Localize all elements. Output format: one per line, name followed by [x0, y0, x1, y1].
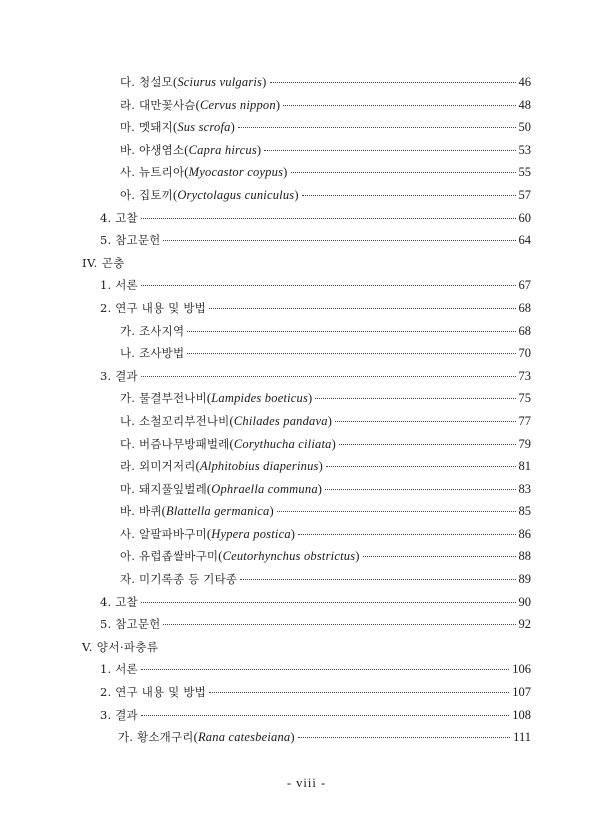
open-paren: (: [172, 120, 178, 135]
toc-page-number: 86: [518, 526, 531, 541]
toc-entry-title: 아. 유럽좁쌀바구미: [120, 549, 219, 564]
toc-entry[interactable]: [0, 71, 613, 94]
open-paren: (: [184, 142, 189, 157]
toc-entry[interactable]: [0, 545, 613, 568]
toc-entry-label: [120, 523, 295, 546]
toc-page-number: 55: [518, 165, 531, 180]
close-paren: ): [331, 436, 336, 451]
toc-entry[interactable]: [0, 500, 613, 523]
toc-entry[interactable]: [0, 184, 613, 207]
scientific-name: Myocastor coypus: [188, 165, 284, 180]
toc-page-number: 64: [518, 233, 531, 248]
close-paren: ): [355, 549, 360, 564]
toc-entry[interactable]: [0, 320, 613, 343]
toc-entry-title: 5. 참고문헌: [100, 617, 161, 632]
toc-page-number: 68: [518, 323, 531, 338]
dot-leader: [302, 194, 516, 196]
toc-entry-title: 다. 버즘나무방패벌레: [120, 436, 230, 451]
toc-entry-label: [120, 139, 261, 162]
close-paren: ): [283, 165, 288, 180]
open-paren: (: [206, 526, 212, 541]
dot-leader: [277, 510, 516, 512]
toc-entry-title: V. 양서·파충류: [82, 639, 159, 654]
close-paren: ): [256, 142, 262, 157]
toc-entry-label: [120, 433, 336, 456]
toc-entry[interactable]: [0, 591, 613, 614]
toc-page-number: 46: [518, 75, 531, 89]
toc-entry[interactable]: [0, 433, 613, 456]
toc-section-heading[interactable]: [0, 252, 613, 275]
toc-entry-label: [100, 613, 160, 636]
toc-page-number: 70: [518, 346, 531, 361]
toc-entry-label: [120, 478, 322, 501]
toc-entry-label: [100, 681, 206, 704]
toc-entry-label: [120, 455, 323, 478]
dot-leader: [238, 126, 516, 128]
toc-entry-title: 라. 대만꽃사슴: [120, 97, 196, 112]
dot-leader: [141, 714, 509, 716]
dot-leader: [325, 488, 515, 490]
toc-page-number: 108: [512, 707, 531, 722]
toc-entry-label: [118, 726, 295, 749]
scientific-name: Oryctolagus cuniculus: [177, 187, 295, 202]
scientific-name: Sus scrofa: [177, 120, 231, 135]
toc-page-number: 85: [518, 504, 531, 519]
open-paren: (: [172, 75, 178, 89]
open-paren: (: [218, 549, 223, 564]
toc-entry[interactable]: [0, 613, 613, 636]
close-paren: ): [290, 526, 296, 541]
close-paren: ): [318, 459, 323, 474]
dot-leader: [326, 465, 516, 467]
toc-entry-label: [120, 71, 267, 94]
scientific-name: Lampides boeticus: [211, 391, 309, 406]
open-paren: (: [206, 391, 212, 406]
toc-entry-title: 3. 결과: [100, 707, 138, 722]
toc-entry-label: [100, 365, 138, 388]
dot-leader: [315, 397, 515, 399]
scientific-name: Alphitobius diaperinus: [199, 459, 319, 474]
scientific-name: Blattella germanica: [166, 504, 270, 519]
toc-section-heading[interactable]: [0, 636, 613, 659]
toc-page-number: 67: [518, 278, 531, 293]
toc-entry-title: 4. 고찰: [100, 594, 138, 609]
toc-entry-label: [120, 94, 280, 117]
toc-entry[interactable]: [0, 478, 613, 501]
toc-entry-title: 마. 멧돼지: [120, 120, 173, 135]
scientific-name: Sciurus vulgaris: [177, 75, 263, 89]
open-paren: (: [193, 730, 198, 745]
toc-entry-title: 2. 연구 내용 및 방법: [100, 300, 206, 315]
dot-leader: [141, 375, 516, 377]
close-paren: ): [317, 481, 323, 496]
dot-leader: [240, 578, 515, 580]
toc-entry-label: [82, 636, 158, 659]
toc-page-number: 79: [518, 436, 531, 451]
scientific-name: Rana catesbeiana: [197, 730, 291, 745]
toc-entry-title: 나. 소철꼬리부전나비: [120, 413, 230, 428]
close-paren: ): [308, 391, 313, 406]
dot-leader: [339, 443, 516, 445]
dot-leader: [141, 601, 516, 603]
toc-entry-title: 1. 서론: [100, 278, 138, 293]
toc-entry-label: [120, 410, 332, 433]
toc-entry-title: 바. 바퀴: [120, 504, 162, 519]
toc-entry-title: 바. 야생염소: [120, 142, 185, 157]
toc-entry-label: [120, 342, 184, 365]
toc-page-number: 50: [518, 120, 531, 135]
open-paren: (: [206, 481, 212, 496]
dot-leader: [187, 330, 515, 332]
toc-entry-label: [100, 297, 206, 320]
scientific-name: Cervus nippon: [199, 97, 276, 112]
toc-entry[interactable]: [0, 365, 613, 388]
toc-entry[interactable]: [0, 387, 613, 410]
open-paren: (: [161, 504, 167, 519]
toc-entry-label: [82, 252, 125, 275]
toc-page-number: 88: [518, 549, 531, 564]
toc-page-number: 107: [512, 685, 531, 700]
toc-page-number: 60: [518, 210, 531, 225]
toc-page-number: 48: [518, 97, 531, 112]
toc-entry-label: [100, 704, 138, 727]
toc-page-number: 111: [513, 730, 531, 745]
toc-entry[interactable]: [0, 161, 613, 184]
toc-page-number: 81: [518, 459, 531, 474]
toc-entry-title: 4. 고찰: [100, 210, 138, 225]
scientific-name: Ceutorhynchus obstrictus: [222, 549, 356, 564]
dot-leader: [163, 623, 515, 625]
dot-leader: [270, 81, 516, 83]
scientific-name: Hypera postica: [211, 526, 291, 541]
toc-entry-title: IV. 곤충: [82, 255, 125, 270]
scientific-name: Ophraella communa: [211, 481, 318, 496]
toc-entry-title: 가. 물결부전나비: [120, 391, 207, 406]
toc-entry[interactable]: [0, 116, 613, 139]
toc-page-number: 89: [518, 572, 531, 587]
scientific-name: Chilades pandava: [233, 413, 328, 428]
toc-entry-label: [120, 500, 274, 523]
dot-leader: [209, 307, 516, 309]
toc-entry-title: 사. 알팔파바구미: [120, 526, 207, 541]
toc-entry[interactable]: [0, 207, 613, 230]
toc-entry-title: 나. 조사방법: [120, 346, 185, 361]
toc-entry-title: 아. 집토끼: [120, 187, 173, 202]
toc-entry-title: 1. 서론: [100, 662, 138, 677]
open-paren: (: [184, 165, 189, 180]
toc-page-number: 57: [518, 187, 531, 202]
toc-entry[interactable]: [0, 726, 613, 749]
toc-page-number: 106: [512, 662, 531, 677]
toc-entry-title: 라. 외미거저리: [120, 459, 196, 474]
toc-entry-label: [120, 387, 312, 410]
toc-page-number: 83: [518, 481, 531, 496]
toc-entry-title: 2. 연구 내용 및 방법: [100, 685, 206, 700]
toc-page-number: 53: [518, 142, 531, 157]
scientific-name: Corythucha ciliata: [233, 436, 332, 451]
toc-page-number: 75: [518, 391, 531, 406]
toc-entry-title: 5. 참고문헌: [100, 233, 161, 248]
toc-entry-title: 자. 미기록종 등 기타종: [120, 572, 238, 587]
dot-leader: [141, 668, 509, 670]
dot-leader: [187, 352, 515, 354]
toc-entry[interactable]: [0, 94, 613, 117]
toc-entry[interactable]: [0, 568, 613, 591]
open-paren: (: [229, 436, 234, 451]
scientific-name: Capra hircus: [188, 142, 257, 157]
toc-entry-label: [100, 207, 138, 230]
toc-entry-label: [100, 274, 138, 297]
table-of-contents: [0, 71, 613, 749]
close-paren: ): [262, 75, 267, 89]
toc-page-number: 68: [518, 300, 531, 315]
close-paren: ): [275, 97, 281, 112]
toc-entry[interactable]: [0, 704, 613, 727]
toc-entry-label: [120, 545, 360, 568]
dot-leader: [291, 171, 516, 173]
page-number-footer: - viii -: [286, 776, 327, 790]
toc-entry[interactable]: [0, 455, 613, 478]
toc-entry-label: [100, 658, 138, 681]
toc-entry-title: 가. 황소개구리: [118, 730, 194, 745]
toc-page-number: 92: [518, 617, 531, 632]
toc-entry-label: [120, 161, 288, 184]
toc-entry[interactable]: [0, 229, 613, 252]
dot-leader: [283, 104, 515, 106]
dot-leader: [209, 691, 509, 693]
toc-entry[interactable]: [0, 658, 613, 681]
toc-page-number: 90: [518, 594, 531, 609]
toc-entry-label: [120, 568, 237, 591]
dot-leader: [363, 555, 516, 557]
dot-leader: [141, 217, 516, 219]
open-paren: (: [172, 187, 178, 202]
toc-entry[interactable]: [0, 410, 613, 433]
close-paren: ): [290, 730, 295, 745]
toc-entry-title: 가. 조사지역: [120, 323, 185, 338]
dot-leader: [335, 420, 515, 422]
toc-entry-title: 다. 청설모: [120, 75, 173, 89]
toc-entry-title: 3. 결과: [100, 368, 138, 383]
toc-entry[interactable]: [0, 139, 613, 162]
open-paren: (: [195, 459, 200, 474]
open-paren: (: [195, 97, 200, 112]
toc-entry[interactable]: [0, 342, 613, 365]
toc-entry-label: [120, 116, 235, 139]
dot-leader: [298, 736, 510, 738]
close-paren: ): [230, 120, 235, 135]
close-paren: ): [327, 413, 333, 428]
close-paren: ): [269, 504, 274, 519]
toc-page-number: 77: [518, 413, 531, 428]
dot-leader: [141, 284, 516, 286]
close-paren: ): [294, 187, 299, 202]
dot-leader: [163, 239, 515, 241]
toc-entry-label: [120, 320, 184, 343]
dot-leader: [264, 149, 515, 151]
toc-entry-label: [100, 229, 160, 252]
toc-entry[interactable]: [0, 523, 613, 546]
toc-entry-title: 마. 돼지풀잎벌레: [120, 481, 207, 496]
toc-entry-label: [100, 591, 138, 614]
toc-entry-label: [120, 184, 299, 207]
toc-entry[interactable]: [0, 681, 613, 704]
toc-page-number: 73: [518, 368, 531, 383]
open-paren: (: [229, 413, 234, 428]
dot-leader: [298, 533, 515, 535]
toc-entry-title: 사. 뉴트리아: [120, 165, 185, 180]
toc-entry[interactable]: [0, 297, 613, 320]
toc-entry[interactable]: [0, 274, 613, 297]
